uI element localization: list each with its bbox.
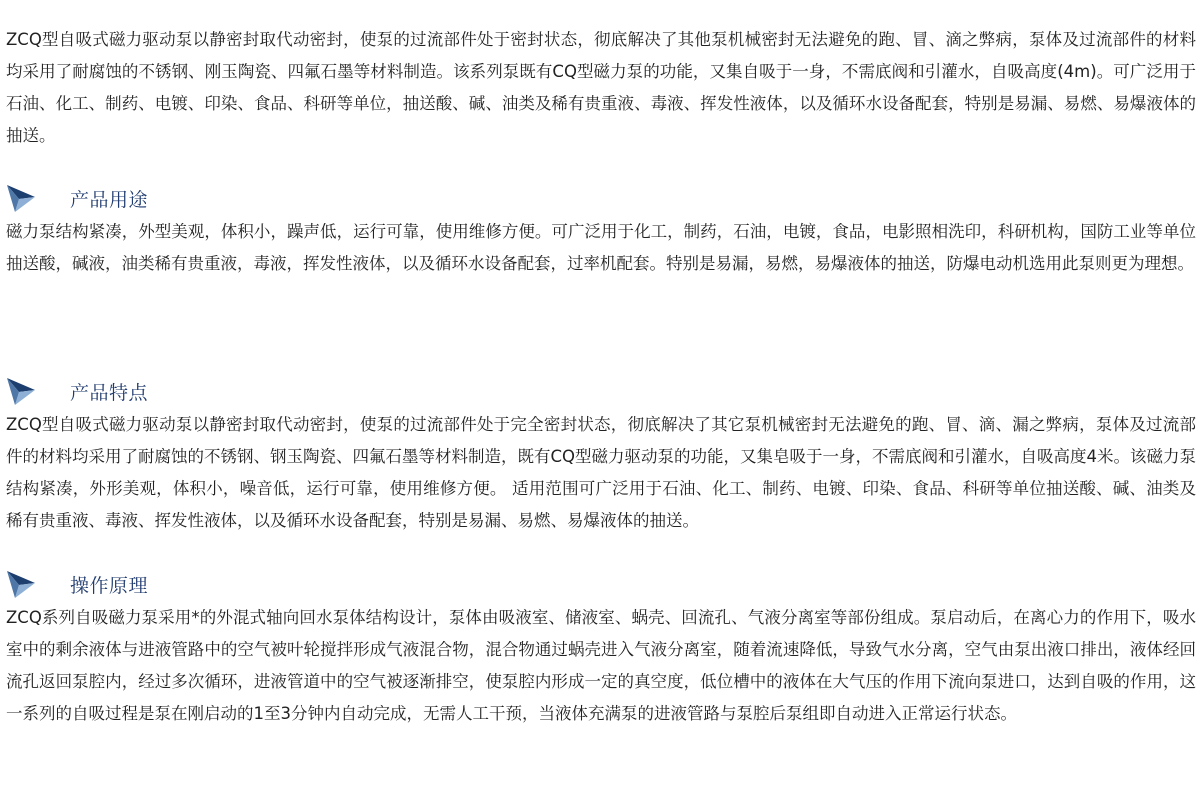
section-title: 产品用途 (70, 188, 149, 211)
section-product-usage (6, 180, 1196, 280)
section-heading (6, 180, 1196, 216)
section-operating-principle (6, 566, 1196, 730)
section-body: ZCQ系列自吸磁力泵采用*的外混式轴向回水泵体结构设计，泵体由吸液室、储液室、蜗壳、回流孔、气液分离室等部份组成。泵启动后，在离心力的作用下，吸水室中的剩余液体与进液管路中的空气被叶轮搅拌形成气液混合物，混合物通过蜗壳进入气液分离室，随着流速降低，导致气水分离，空气由泵出液口排出，液体经回流孔返回泵腔内，经过多次循环，进液管道中的空气被逐渐排空，使泵腔内形成一定的真空度，低位槽中的液体在大气压的作用下流向泵进口，达到自吸的作用，这一系列的自吸过程是泵在刚启动的1至3分钟内自动完成，无需人工干预，当液体充满泵的进液管路与泵腔后泵组即自动进入正常运行状态。 (6, 608, 1196, 723)
section-body: ZCQ型自吸式磁力驱动泵以静密封取代动密封，使泵的过流部件处于完全密封状态，彻底解决了其它泵机械密封无法避免的跑、冒、滴、漏之弊病，泵体及过流部件的材料均采用了耐腐蚀的不锈钢、钢玉陶瓷、四氟石墨等材料制造，既有CQ型磁力驱动泵的功能，又集皂吸于一身，不需底阀和引灌水，自吸高度4米。该磁力泵结构紧凑，外形美观，体积小，噪音低，运行可靠，使用维修方便。 适用范围可广泛用于石油、化工、制药、电镀、印染、食品、科研等单位抽送酸、碱、油类及稀有贵重液、毒液、挥发性液体，以及循环水设备配套，特别是易漏、易燃、易爆液体的抽送。 (6, 415, 1197, 530)
section-heading (6, 373, 1196, 409)
blue-arrow-icon (6, 183, 36, 213)
blue-arrow-icon (6, 569, 36, 599)
section-title: 操作原理 (70, 574, 149, 597)
section-product-features (6, 373, 1196, 537)
blue-arrow-icon (6, 376, 36, 406)
section-title: 产品特点 (70, 381, 149, 404)
intro-paragraph: ZCQ型自吸式磁力驱动泵以静密封取代动密封，使泵的过流部件处于密封状态，彻底解决了其他泵机械密封无法避免的跑、冒、滴之弊病，泵体及过流部件的材料均采用了耐腐蚀的不锈钢、刚玉陶瓷、四氟石墨等材料制造。该系列泵既有CQ型磁力泵的功能，又集自吸于一身，不需底阀和引灌水，自吸高度(4m)。可广泛用于石油、化工、制药、电镀、印染、食品、科研等单位，抽送酸、碱、油类及稀有贵重液、毒液、挥发性液体，以及循环水设备配套，特别是易漏、易燃、易爆液体的抽送。 (6, 30, 1196, 145)
section-body: 磁力泵结构紧凑，外型美观，体积小，躁声低，运行可靠，使用维修方便。可广泛用于化工，制药，石油，电镀，食品，电影照相洗印，科研机构，国防工业等单位抽送酸，碱液，油类稀有贵重液，毒液，挥发性液体，以及循环水设备配套，过率机配套。特别是易漏，易燃，易爆液体的抽送，防爆电动机选用此泵则更为理想。 (6, 222, 1196, 273)
section-heading (6, 566, 1196, 602)
